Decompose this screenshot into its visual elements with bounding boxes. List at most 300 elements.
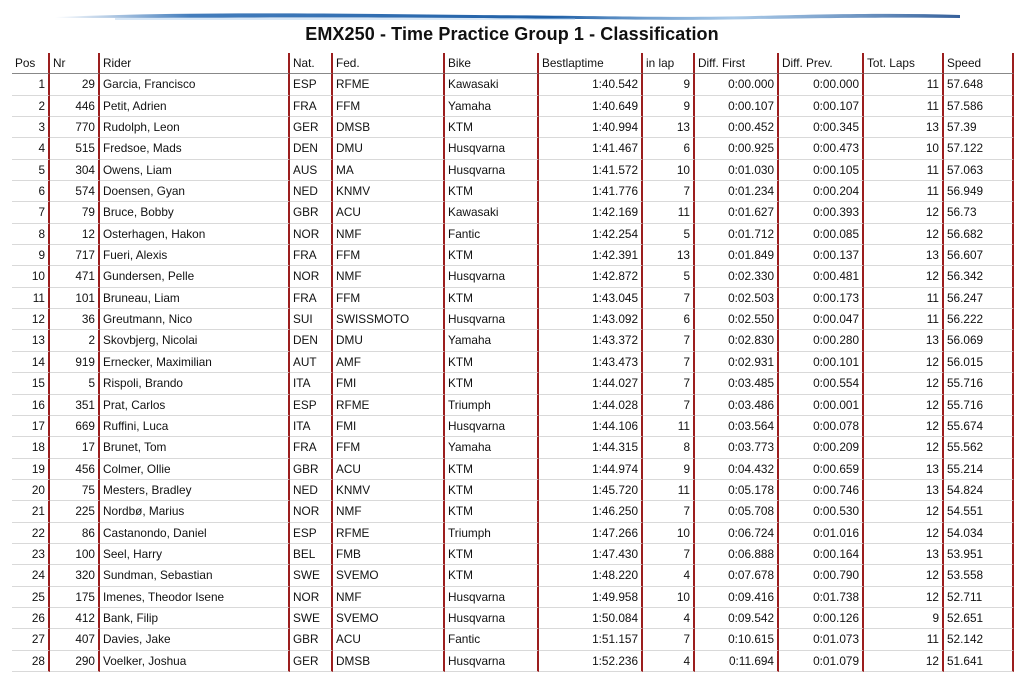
nr-cell: 36 [50, 309, 100, 330]
fed-cell: DMU [333, 330, 445, 351]
rider-cell: Fredsoe, Mads [100, 138, 290, 159]
nr-cell: 86 [50, 523, 100, 544]
speed-cell: 57.586 [944, 96, 1014, 117]
diff-first-cell: 0:00.452 [695, 117, 779, 138]
in-lap-cell: 9 [643, 96, 695, 117]
pos-cell: 16 [12, 395, 50, 416]
nr-cell: 456 [50, 459, 100, 480]
rider-cell: Ruffini, Luca [100, 416, 290, 437]
diff-prev-cell: 0:00.209 [779, 437, 864, 458]
diff-prev-cell: 0:00.554 [779, 373, 864, 394]
in-lap-cell: 8 [643, 437, 695, 458]
rider-cell: Sundman, Sebastian [100, 565, 290, 586]
speed-cell: 52.142 [944, 629, 1014, 650]
diff-prev-cell: 0:00.107 [779, 96, 864, 117]
diff-first-cell: 0:01.627 [695, 202, 779, 223]
pos-cell: 21 [12, 501, 50, 522]
pos-cell: 20 [12, 480, 50, 501]
diff-prev-cell: 0:01.079 [779, 651, 864, 672]
table-row [12, 651, 1014, 672]
in-lap-cell: 5 [643, 224, 695, 245]
rider-cell: Owens, Liam [100, 160, 290, 181]
fed-cell: KNMV [333, 181, 445, 202]
bestlaptime-cell: 1:40.542 [539, 74, 643, 95]
bike-cell: KTM [445, 181, 539, 202]
rider-cell: Brunet, Tom [100, 437, 290, 458]
speed-cell: 56.682 [944, 224, 1014, 245]
nr-cell: 770 [50, 117, 100, 138]
in-lap-cell: 7 [643, 544, 695, 565]
pos-cell: 13 [12, 330, 50, 351]
rider-cell: Skovbjerg, Nicolai [100, 330, 290, 351]
nat-cell: DEN [290, 330, 333, 351]
nr-cell: 75 [50, 480, 100, 501]
fed-cell: DMSB [333, 651, 445, 672]
diff-first-cell: 0:03.564 [695, 416, 779, 437]
bike-cell: Fantic [445, 224, 539, 245]
diff-prev-cell: 0:00.078 [779, 416, 864, 437]
bestlaptime-cell: 1:41.572 [539, 160, 643, 181]
tot-laps-cell: 11 [864, 629, 944, 650]
in-lap-cell: 7 [643, 373, 695, 394]
bestlaptime-cell: 1:51.157 [539, 629, 643, 650]
nat-cell: NOR [290, 501, 333, 522]
nr-cell: 717 [50, 245, 100, 266]
in-lap-cell: 10 [643, 160, 695, 181]
header-nr: Nr [50, 53, 100, 74]
nr-cell: 175 [50, 587, 100, 608]
nat-cell: GBR [290, 202, 333, 223]
pos-cell: 12 [12, 309, 50, 330]
diff-prev-cell: 0:00.473 [779, 138, 864, 159]
diff-prev-cell: 0:00.137 [779, 245, 864, 266]
speed-cell: 55.562 [944, 437, 1014, 458]
diff-first-cell: 0:05.178 [695, 480, 779, 501]
bestlaptime-cell: 1:42.872 [539, 266, 643, 287]
rider-cell: Fueri, Alexis [100, 245, 290, 266]
header-fed: Fed. [333, 53, 445, 74]
pos-cell: 5 [12, 160, 50, 181]
nat-cell: ESP [290, 74, 333, 95]
classification-table [12, 53, 1014, 672]
fed-cell: FFM [333, 288, 445, 309]
rider-cell: Bruce, Bobby [100, 202, 290, 223]
nat-cell: GER [290, 117, 333, 138]
diff-first-cell: 0:11.694 [695, 651, 779, 672]
diff-first-cell: 0:09.542 [695, 608, 779, 629]
diff-first-cell: 0:03.485 [695, 373, 779, 394]
rider-cell: Castanondo, Daniel [100, 523, 290, 544]
tot-laps-cell: 12 [864, 416, 944, 437]
header-rider: Rider [100, 53, 290, 74]
tot-laps-cell: 12 [864, 587, 944, 608]
bestlaptime-cell: 1:44.028 [539, 395, 643, 416]
bike-cell: KTM [445, 352, 539, 373]
bike-cell: Triumph [445, 523, 539, 544]
pos-cell: 3 [12, 117, 50, 138]
in-lap-cell: 11 [643, 416, 695, 437]
nat-cell: ESP [290, 523, 333, 544]
nat-cell: FRA [290, 437, 333, 458]
bike-cell: Husqvarna [445, 138, 539, 159]
nr-cell: 2 [50, 330, 100, 351]
rider-cell: Ernecker, Maximilian [100, 352, 290, 373]
fed-cell: FFM [333, 96, 445, 117]
pos-cell: 6 [12, 181, 50, 202]
table-row [12, 309, 1014, 330]
in-lap-cell: 7 [643, 629, 695, 650]
diff-prev-cell: 0:00.085 [779, 224, 864, 245]
bike-cell: KTM [445, 117, 539, 138]
bestlaptime-cell: 1:48.220 [539, 565, 643, 586]
speed-cell: 54.551 [944, 501, 1014, 522]
bike-cell: KTM [445, 245, 539, 266]
diff-first-cell: 0:03.486 [695, 395, 779, 416]
bike-cell: Husqvarna [445, 587, 539, 608]
bestlaptime-cell: 1:42.254 [539, 224, 643, 245]
nr-cell: 17 [50, 437, 100, 458]
speed-cell: 57.648 [944, 74, 1014, 95]
nat-cell: SUI [290, 309, 333, 330]
table-row [12, 565, 1014, 586]
diff-first-cell: 0:06.724 [695, 523, 779, 544]
table-row [12, 587, 1014, 608]
bestlaptime-cell: 1:40.994 [539, 117, 643, 138]
nat-cell: ITA [290, 416, 333, 437]
header-diff-prev: Diff. Prev. [779, 53, 864, 74]
pos-cell: 8 [12, 224, 50, 245]
diff-first-cell: 0:07.678 [695, 565, 779, 586]
nat-cell: NED [290, 181, 333, 202]
rider-cell: Colmer, Ollie [100, 459, 290, 480]
bestlaptime-cell: 1:43.045 [539, 288, 643, 309]
bike-cell: Husqvarna [445, 651, 539, 672]
nr-cell: 5 [50, 373, 100, 394]
nr-cell: 290 [50, 651, 100, 672]
table-row [12, 437, 1014, 458]
nr-cell: 919 [50, 352, 100, 373]
nr-cell: 79 [50, 202, 100, 223]
speed-cell: 56.73 [944, 202, 1014, 223]
nat-cell: AUS [290, 160, 333, 181]
pos-cell: 7 [12, 202, 50, 223]
diff-prev-cell: 0:00.790 [779, 565, 864, 586]
pos-cell: 27 [12, 629, 50, 650]
nr-cell: 101 [50, 288, 100, 309]
rider-cell: Voelker, Joshua [100, 651, 290, 672]
table-row [12, 629, 1014, 650]
rider-cell: Davies, Jake [100, 629, 290, 650]
table-row [12, 266, 1014, 287]
bestlaptime-cell: 1:44.315 [539, 437, 643, 458]
nr-cell: 320 [50, 565, 100, 586]
diff-first-cell: 0:00.107 [695, 96, 779, 117]
speed-cell: 56.949 [944, 181, 1014, 202]
bestlaptime-cell: 1:47.266 [539, 523, 643, 544]
table-row [12, 416, 1014, 437]
bike-cell: KTM [445, 565, 539, 586]
diff-prev-cell: 0:00.001 [779, 395, 864, 416]
diff-prev-cell: 0:00.173 [779, 288, 864, 309]
nat-cell: SWE [290, 608, 333, 629]
header-diff-first: Diff. First [695, 53, 779, 74]
diff-first-cell: 0:01.030 [695, 160, 779, 181]
table-row [12, 117, 1014, 138]
rider-cell: Seel, Harry [100, 544, 290, 565]
bestlaptime-cell: 1:46.250 [539, 501, 643, 522]
tot-laps-cell: 12 [864, 202, 944, 223]
bike-cell: Husqvarna [445, 266, 539, 287]
fed-cell: FMI [333, 416, 445, 437]
fed-cell: ACU [333, 629, 445, 650]
table-row [12, 501, 1014, 522]
rider-cell: Bruneau, Liam [100, 288, 290, 309]
table-row [12, 544, 1014, 565]
rider-cell: Rispoli, Brando [100, 373, 290, 394]
header-speed: Speed [944, 53, 1014, 74]
rider-cell: Rudolph, Leon [100, 117, 290, 138]
diff-first-cell: 0:01.234 [695, 181, 779, 202]
nat-cell: NOR [290, 266, 333, 287]
diff-prev-cell: 0:00.746 [779, 480, 864, 501]
rider-cell: Prat, Carlos [100, 395, 290, 416]
nr-cell: 407 [50, 629, 100, 650]
bike-cell: Husqvarna [445, 416, 539, 437]
rider-cell: Nordbø, Marius [100, 501, 290, 522]
tot-laps-cell: 13 [864, 117, 944, 138]
rider-cell: Doensen, Gyan [100, 181, 290, 202]
pos-cell: 9 [12, 245, 50, 266]
diff-first-cell: 0:05.708 [695, 501, 779, 522]
bestlaptime-cell: 1:44.027 [539, 373, 643, 394]
bestlaptime-cell: 1:42.391 [539, 245, 643, 266]
diff-first-cell: 0:04.432 [695, 459, 779, 480]
speed-cell: 56.069 [944, 330, 1014, 351]
bestlaptime-cell: 1:45.720 [539, 480, 643, 501]
speed-cell: 55.674 [944, 416, 1014, 437]
in-lap-cell: 6 [643, 309, 695, 330]
diff-prev-cell: 0:00.047 [779, 309, 864, 330]
bestlaptime-cell: 1:43.092 [539, 309, 643, 330]
bestlaptime-cell: 1:41.776 [539, 181, 643, 202]
fed-cell: NMF [333, 224, 445, 245]
nat-cell: NOR [290, 587, 333, 608]
pos-cell: 10 [12, 266, 50, 287]
table-row [12, 224, 1014, 245]
in-lap-cell: 7 [643, 352, 695, 373]
in-lap-cell: 11 [643, 202, 695, 223]
table-row [12, 245, 1014, 266]
tot-laps-cell: 11 [864, 309, 944, 330]
bestlaptime-cell: 1:49.958 [539, 587, 643, 608]
tot-laps-cell: 12 [864, 523, 944, 544]
diff-first-cell: 0:02.830 [695, 330, 779, 351]
fed-cell: SWISSMOTO [333, 309, 445, 330]
table-row [12, 395, 1014, 416]
pos-cell: 15 [12, 373, 50, 394]
rider-cell: Petit, Adrien [100, 96, 290, 117]
table-row [12, 480, 1014, 501]
fed-cell: SVEMO [333, 608, 445, 629]
speed-cell: 53.951 [944, 544, 1014, 565]
nr-cell: 351 [50, 395, 100, 416]
diff-prev-cell: 0:00.204 [779, 181, 864, 202]
speed-cell: 56.342 [944, 266, 1014, 287]
nat-cell: FRA [290, 96, 333, 117]
rider-cell: Greutmann, Nico [100, 309, 290, 330]
speed-cell: 55.214 [944, 459, 1014, 480]
rider-cell: Mesters, Bradley [100, 480, 290, 501]
table-header-row [12, 53, 1014, 74]
nat-cell: NED [290, 480, 333, 501]
diff-first-cell: 0:02.550 [695, 309, 779, 330]
tot-laps-cell: 12 [864, 501, 944, 522]
tot-laps-cell: 11 [864, 74, 944, 95]
diff-prev-cell: 0:00.659 [779, 459, 864, 480]
bike-cell: KTM [445, 459, 539, 480]
bestlaptime-cell: 1:44.106 [539, 416, 643, 437]
bike-cell: Husqvarna [445, 160, 539, 181]
bike-cell: KTM [445, 501, 539, 522]
table-row [12, 181, 1014, 202]
nat-cell: ESP [290, 395, 333, 416]
speed-cell: 53.558 [944, 565, 1014, 586]
fed-cell: RFME [333, 523, 445, 544]
speed-cell: 56.015 [944, 352, 1014, 373]
diff-first-cell: 0:01.849 [695, 245, 779, 266]
table-row [12, 373, 1014, 394]
tot-laps-cell: 13 [864, 480, 944, 501]
header-nat: Nat. [290, 53, 333, 74]
tot-laps-cell: 12 [864, 395, 944, 416]
in-lap-cell: 13 [643, 117, 695, 138]
rider-cell: Imenes, Theodor Isene [100, 587, 290, 608]
bike-cell: KTM [445, 544, 539, 565]
table-row [12, 96, 1014, 117]
header-in-lap: in lap [643, 53, 695, 74]
bike-cell: Fantic [445, 629, 539, 650]
pos-cell: 22 [12, 523, 50, 544]
nat-cell: GBR [290, 629, 333, 650]
pos-cell: 28 [12, 651, 50, 672]
diff-prev-cell: 0:00.000 [779, 74, 864, 95]
header-bike: Bike [445, 53, 539, 74]
speed-cell: 52.651 [944, 608, 1014, 629]
fed-cell: RFME [333, 395, 445, 416]
tot-laps-cell: 11 [864, 181, 944, 202]
diff-first-cell: 0:01.712 [695, 224, 779, 245]
bike-cell: Kawasaki [445, 74, 539, 95]
nr-cell: 304 [50, 160, 100, 181]
bike-cell: Kawasaki [445, 202, 539, 223]
tot-laps-cell: 12 [864, 266, 944, 287]
speed-cell: 56.247 [944, 288, 1014, 309]
nr-cell: 29 [50, 74, 100, 95]
speed-cell: 55.716 [944, 373, 1014, 394]
fed-cell: FFM [333, 437, 445, 458]
diff-prev-cell: 0:00.345 [779, 117, 864, 138]
in-lap-cell: 7 [643, 501, 695, 522]
diff-prev-cell: 0:00.164 [779, 544, 864, 565]
rider-cell: Osterhagen, Hakon [100, 224, 290, 245]
header-tot-laps: Tot. Laps [864, 53, 944, 74]
bike-cell: Yamaha [445, 437, 539, 458]
diff-prev-cell: 0:00.101 [779, 352, 864, 373]
diff-first-cell: 0:02.931 [695, 352, 779, 373]
diff-prev-cell: 0:00.481 [779, 266, 864, 287]
nat-cell: FRA [290, 288, 333, 309]
bestlaptime-cell: 1:42.169 [539, 202, 643, 223]
nat-cell: AUT [290, 352, 333, 373]
bike-cell: Husqvarna [445, 309, 539, 330]
table-row [12, 202, 1014, 223]
pos-cell: 23 [12, 544, 50, 565]
diff-first-cell: 0:09.416 [695, 587, 779, 608]
nat-cell: GBR [290, 459, 333, 480]
tot-laps-cell: 12 [864, 565, 944, 586]
bestlaptime-cell: 1:40.649 [539, 96, 643, 117]
table-row [12, 330, 1014, 351]
in-lap-cell: 7 [643, 330, 695, 351]
diff-prev-cell: 0:00.126 [779, 608, 864, 629]
fed-cell: FMB [333, 544, 445, 565]
table-row [12, 523, 1014, 544]
fed-cell: DMSB [333, 117, 445, 138]
bestlaptime-cell: 1:44.974 [539, 459, 643, 480]
bike-cell: Yamaha [445, 96, 539, 117]
bike-cell: KTM [445, 373, 539, 394]
diff-first-cell: 0:02.330 [695, 266, 779, 287]
pos-cell: 2 [12, 96, 50, 117]
bike-cell: Husqvarna [445, 608, 539, 629]
tot-laps-cell: 11 [864, 96, 944, 117]
speed-cell: 54.034 [944, 523, 1014, 544]
fed-cell: DMU [333, 138, 445, 159]
nr-cell: 515 [50, 138, 100, 159]
pos-cell: 14 [12, 352, 50, 373]
in-lap-cell: 10 [643, 587, 695, 608]
tot-laps-cell: 12 [864, 373, 944, 394]
pos-cell: 11 [12, 288, 50, 309]
tot-laps-cell: 12 [864, 437, 944, 458]
diff-prev-cell: 0:00.393 [779, 202, 864, 223]
diff-prev-cell: 0:00.530 [779, 501, 864, 522]
tot-laps-cell: 13 [864, 330, 944, 351]
tot-laps-cell: 11 [864, 288, 944, 309]
diff-prev-cell: 0:00.280 [779, 330, 864, 351]
nat-cell: BEL [290, 544, 333, 565]
nat-cell: ITA [290, 373, 333, 394]
bestlaptime-cell: 1:50.084 [539, 608, 643, 629]
pos-cell: 1 [12, 74, 50, 95]
nat-cell: FRA [290, 245, 333, 266]
diff-first-cell: 0:02.503 [695, 288, 779, 309]
in-lap-cell: 4 [643, 608, 695, 629]
in-lap-cell: 7 [643, 181, 695, 202]
table-row [12, 138, 1014, 159]
table-row [12, 608, 1014, 629]
header-bestlaptime: Bestlaptime [539, 53, 643, 74]
fed-cell: AMF [333, 352, 445, 373]
bike-cell: KTM [445, 480, 539, 501]
fed-cell: ACU [333, 459, 445, 480]
diff-prev-cell: 0:01.016 [779, 523, 864, 544]
tot-laps-cell: 13 [864, 459, 944, 480]
fed-cell: NMF [333, 501, 445, 522]
fed-cell: FMI [333, 373, 445, 394]
bestlaptime-cell: 1:47.430 [539, 544, 643, 565]
fed-cell: FFM [333, 245, 445, 266]
